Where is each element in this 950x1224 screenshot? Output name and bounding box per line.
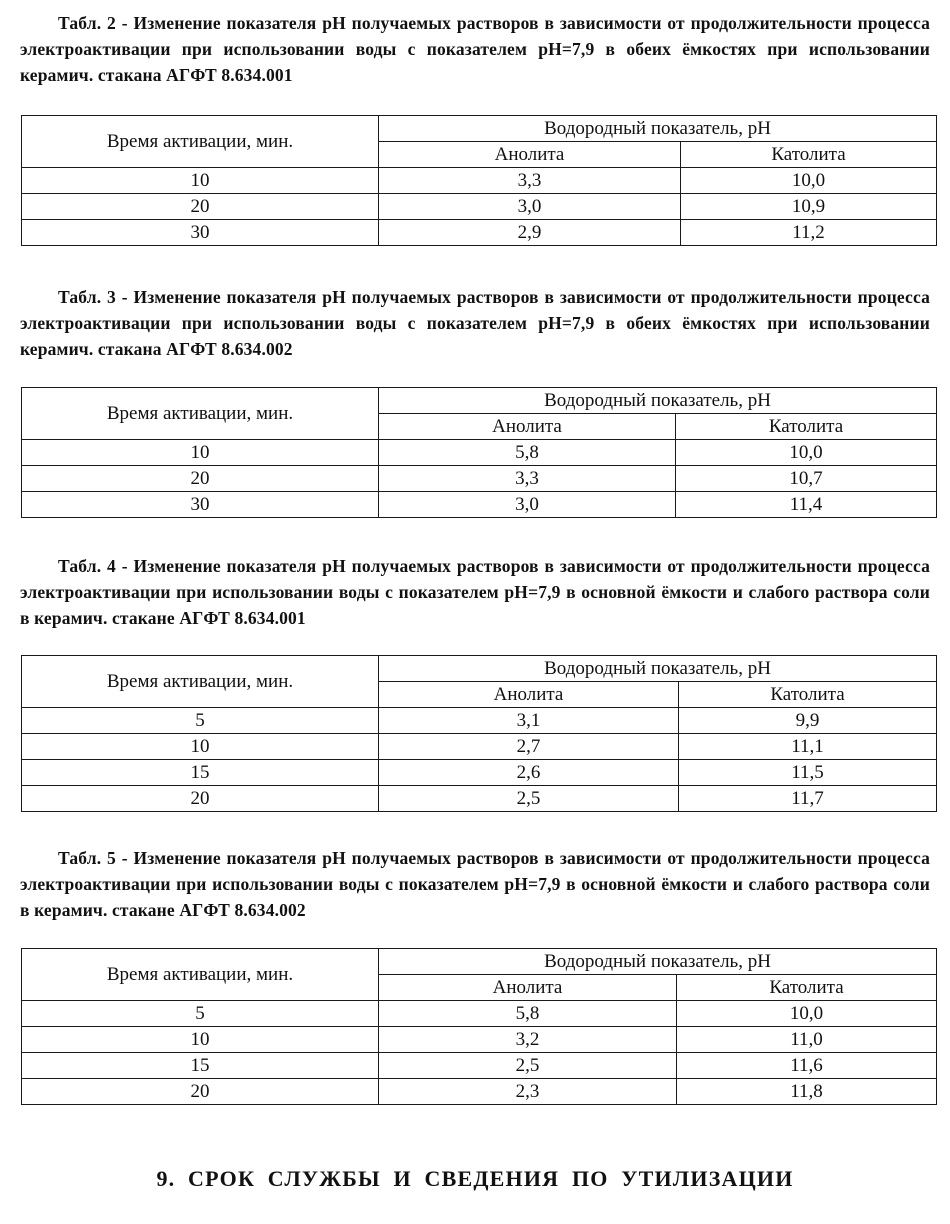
cell-time: 10 bbox=[22, 734, 379, 760]
table-4 bbox=[21, 655, 937, 812]
table-row bbox=[22, 440, 937, 466]
header-time: Время активации, мин. bbox=[22, 116, 379, 168]
cell-time: 15 bbox=[22, 760, 379, 786]
header-time: Время активации, мин. bbox=[22, 388, 379, 440]
header-ph-group: Водородный показатель, pH bbox=[379, 656, 937, 682]
table-row bbox=[22, 466, 937, 492]
cell-time: 30 bbox=[22, 220, 379, 246]
table-2-caption: Табл. 2 - Изменение показателя pH получаемых растворов в зависимости от продолжительности процесса электроактивации при использовании воды с показателем pH=7,9 в обеих ёмкостях при использовании керамич. стакана АГФТ 8.634.001 bbox=[20, 13, 930, 85]
cell-time: 5 bbox=[22, 708, 379, 734]
cell-anolyte: 2,6 bbox=[379, 760, 679, 786]
cell-catholyte: 11,4 bbox=[676, 492, 937, 518]
cell-catholyte: 11,0 bbox=[677, 1027, 937, 1053]
cell-catholyte: 10,9 bbox=[681, 194, 937, 220]
table-2 bbox=[21, 115, 937, 246]
cell-catholyte: 11,1 bbox=[679, 734, 937, 760]
table-row bbox=[22, 220, 937, 246]
cell-time: 20 bbox=[22, 1079, 379, 1105]
cell-anolyte: 3,3 bbox=[379, 168, 681, 194]
table-row bbox=[22, 760, 937, 786]
cell-anolyte: 2,3 bbox=[379, 1079, 677, 1105]
cell-catholyte: 10,0 bbox=[676, 440, 937, 466]
cell-catholyte: 11,2 bbox=[681, 220, 937, 246]
table-row bbox=[22, 1027, 937, 1053]
cell-catholyte: 11,5 bbox=[679, 760, 937, 786]
cell-time: 20 bbox=[22, 194, 379, 220]
table-3-caption: Табл. 3 - Изменение показателя pH получаемых растворов в зависимости от продолжительности процесса электроактивации при использовании воды с показателем pH=7,9 в обеих ёмкостях при использовании керамич. стакана АГФТ 8.634.002 bbox=[20, 287, 930, 359]
cell-anolyte: 2,9 bbox=[379, 220, 681, 246]
cell-catholyte: 11,8 bbox=[677, 1079, 937, 1105]
header-catholyte: Католита bbox=[676, 414, 937, 440]
cell-anolyte: 2,5 bbox=[379, 786, 679, 812]
table-3 bbox=[21, 387, 937, 518]
table-row bbox=[22, 1053, 937, 1079]
cell-time: 10 bbox=[22, 1027, 379, 1053]
table-row bbox=[22, 1001, 937, 1027]
cell-catholyte: 10,0 bbox=[681, 168, 937, 194]
table-row bbox=[22, 1079, 937, 1105]
table-4-caption: Табл. 4 - Изменение показателя pH получаемых растворов в зависимости от продолжительности процесса электроактивации при использовании воды с показателем pH=7,9 в основной ёмкости и слабого раствора соли в керамич. стакане АГФТ 8.634.001 bbox=[20, 556, 930, 628]
header-ph-group: Водородный показатель, pH bbox=[379, 388, 937, 414]
cell-time: 30 bbox=[22, 492, 379, 518]
section-title: 9. СРОК СЛУЖБЫ И СВЕДЕНИЯ ПО УТИЛИЗАЦИИ bbox=[156, 1166, 794, 1191]
cell-catholyte: 11,7 bbox=[679, 786, 937, 812]
cell-anolyte: 5,8 bbox=[379, 440, 676, 466]
cell-catholyte: 10,7 bbox=[676, 466, 937, 492]
cell-anolyte: 3,0 bbox=[379, 194, 681, 220]
header-catholyte: Католита bbox=[681, 142, 937, 168]
cell-catholyte: 9,9 bbox=[679, 708, 937, 734]
header-time: Время активации, мин. bbox=[22, 949, 379, 1001]
cell-anolyte: 2,5 bbox=[379, 1053, 677, 1079]
cell-time: 20 bbox=[22, 466, 379, 492]
table-row bbox=[22, 734, 937, 760]
cell-anolyte: 3,3 bbox=[379, 466, 676, 492]
table-row bbox=[22, 786, 937, 812]
cell-catholyte: 10,0 bbox=[677, 1001, 937, 1027]
header-anolyte: Анолита bbox=[379, 142, 681, 168]
table-row bbox=[22, 708, 937, 734]
header-anolyte: Анолита bbox=[379, 975, 677, 1001]
table-5-caption: Табл. 5 - Изменение показателя pH получаемых растворов в зависимости от продолжительности процесса электроактивации при использовании воды с показателем pH=7,9 в основной ёмкости и слабого раствора соли в керамич. стакане АГФТ 8.634.002 bbox=[20, 848, 930, 920]
header-catholyte: Католита bbox=[679, 682, 937, 708]
cell-anolyte: 3,0 bbox=[379, 492, 676, 518]
header-catholyte: Католита bbox=[677, 975, 937, 1001]
header-anolyte: Анолита bbox=[379, 682, 679, 708]
cell-anolyte: 2,7 bbox=[379, 734, 679, 760]
cell-anolyte: 3,2 bbox=[379, 1027, 677, 1053]
cell-time: 15 bbox=[22, 1053, 379, 1079]
cell-anolyte: 3,1 bbox=[379, 708, 679, 734]
table-5 bbox=[21, 948, 937, 1105]
cell-anolyte: 5,8 bbox=[379, 1001, 677, 1027]
table-row bbox=[22, 492, 937, 518]
header-ph-group: Водородный показатель, pH bbox=[379, 949, 937, 975]
header-ph-group: Водородный показатель, pH bbox=[379, 116, 937, 142]
cell-time: 20 bbox=[22, 786, 379, 812]
cell-time: 5 bbox=[22, 1001, 379, 1027]
cell-time: 10 bbox=[22, 440, 379, 466]
header-time: Время активации, мин. bbox=[22, 656, 379, 708]
cell-catholyte: 11,6 bbox=[677, 1053, 937, 1079]
table-row bbox=[22, 194, 937, 220]
cell-time: 10 bbox=[22, 168, 379, 194]
header-anolyte: Анолита bbox=[379, 414, 676, 440]
table-row bbox=[22, 168, 937, 194]
